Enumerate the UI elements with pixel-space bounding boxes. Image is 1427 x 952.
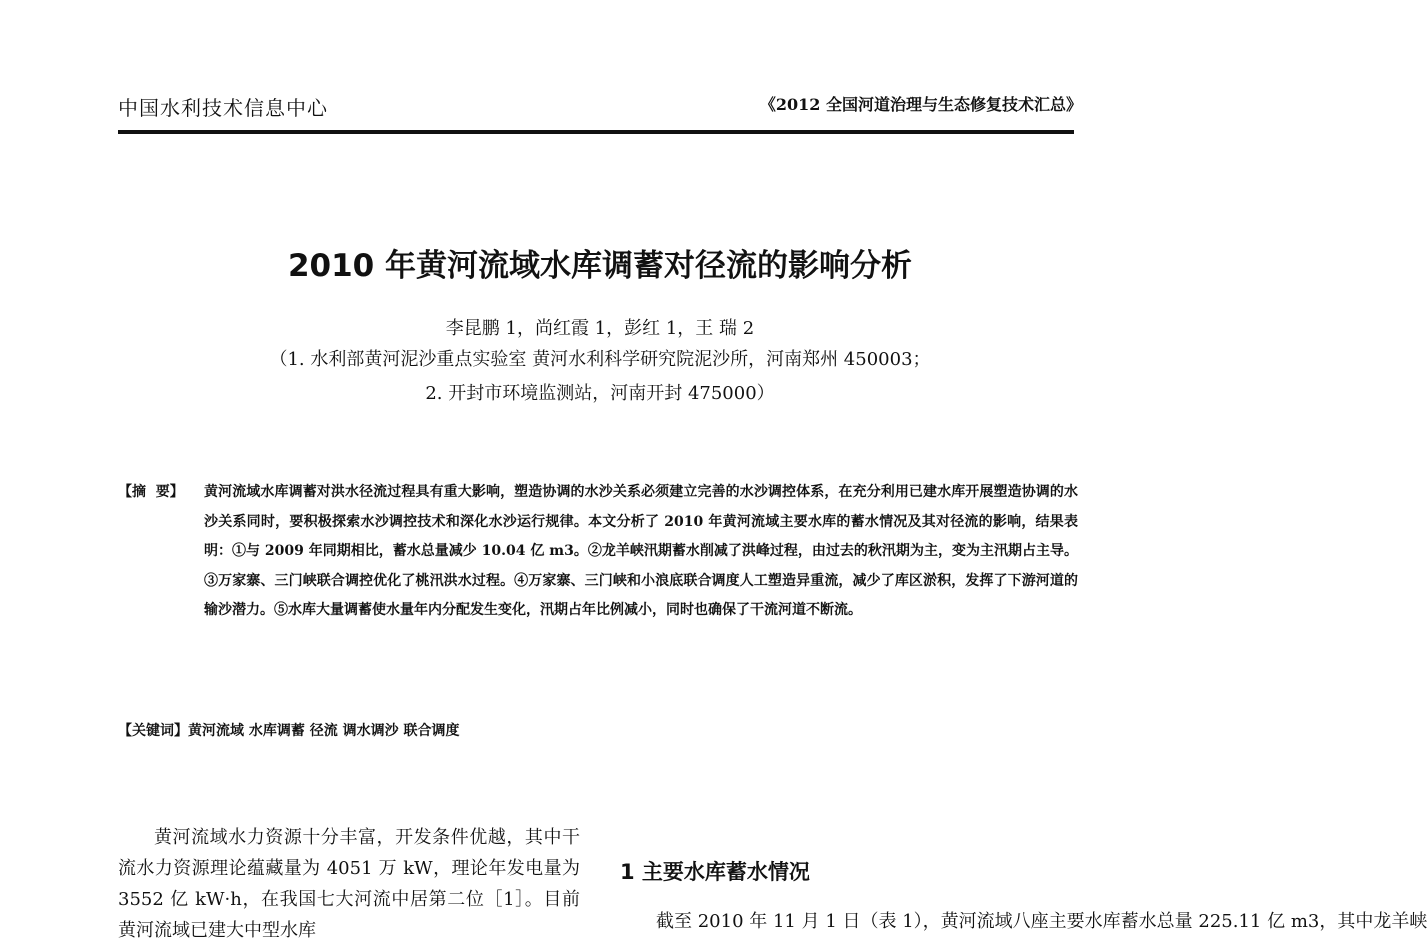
paper-title: 2010 年黄河流域水库调蓄对径流的影响分析	[287, 248, 913, 284]
running-header-left: 中国水利技术信息中心	[118, 96, 328, 120]
keywords-label: 【关键词】	[118, 723, 188, 739]
body-right-column: 截至 2010 年 11 月 1 日（表 1），黄河流域八座主要水库蓄水总量 225.11 亿 m3，其中龙羊峡	[656, 911, 1427, 932]
section-heading: 1 主要水库蓄水情况	[620, 860, 810, 884]
running-header-right: 《2012 全国河道治理与生态修复技术汇总》	[759, 95, 1082, 114]
keywords	[118, 720, 460, 740]
abstract-text: 黄河流域水库调蓄对洪水径流过程具有重大影响，塑造协调的水沙关系必须建立完善的水沙调控体系，在充分利用已建水库开展塑造协调的水沙关系同时，要积极探索水沙调控技术和深化水沙运行规律。本文分析了 2010 年黄河流域主要水库的蓄水情况及其对径流的影响，结果表明：①与 2009 年同期相比，蓄水总量减少 10.04 亿 m3。②龙羊峡汛期蓄水削减了洪峰过程，由过去的秋汛期为主，变为主汛期占主导。③万家寨、三门峡联合调控优化了桃汛洪水过程。④万家寨、三门峡和小浪底联合调度人工塑造异重流，减少了库区淤积，发挥了下游河道的输沙潜力。⑤水库大量调蓄使水量年内分配发生变化，汛期占年比例减小，同时也确保了干流河道不断流。	[204, 484, 1078, 618]
author-list: 李昆鹏 1，尚红霞 1，彭红 1，王 瑞 2	[445, 318, 755, 339]
body-paragraph: 黄河流域水力资源十分丰富，开发条件优越，其中干流水力资源理论蕴藏量为 4051 万 kW，理论年发电量为 3552 亿 kW·h，在我国七大河流中居第二位［1］。目前黄河流域已建大中型水库	[118, 827, 580, 941]
header-rule	[118, 130, 1074, 134]
affiliation-2: 2. 开封市环境监测站，河南开封 475000）	[425, 383, 775, 404]
keywords-text: 黄河流域 水库调蓄 径流 调水调沙 联合调度	[188, 723, 460, 739]
abstract	[118, 478, 1078, 626]
abstract-label: 【摘 要】	[118, 484, 184, 500]
affiliation-1: （1. 水利部黄河泥沙重点实验室 黄河水利科学研究院泥沙所，河南郑州 450003；	[269, 349, 931, 370]
body-left-column	[118, 822, 580, 946]
